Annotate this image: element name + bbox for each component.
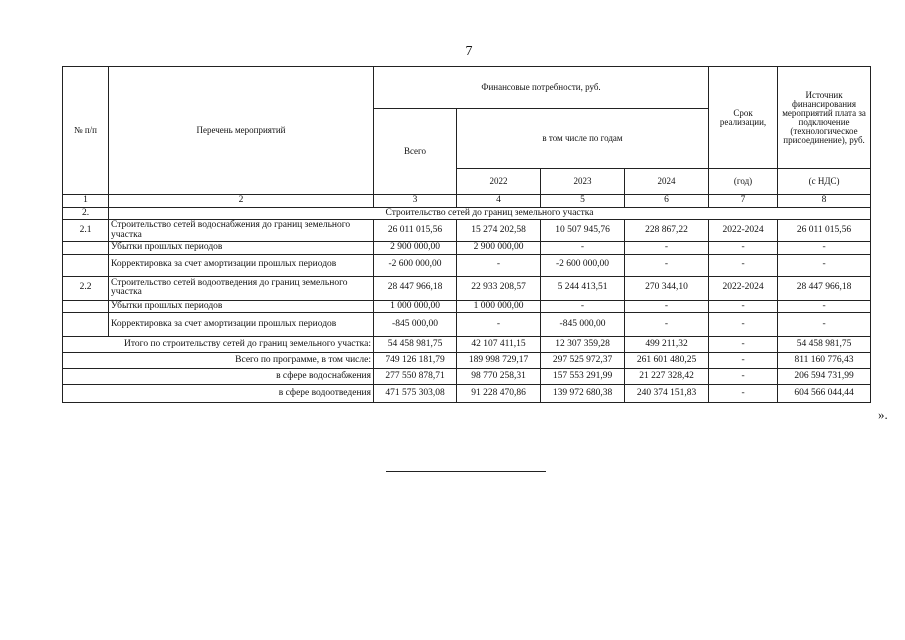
col-number: 2 xyxy=(109,195,374,208)
total-label: в сфере водоснабжения xyxy=(63,369,374,385)
row-period: 2022-2024 xyxy=(709,220,778,242)
row-period: - xyxy=(709,254,778,276)
row-no xyxy=(63,313,109,337)
col-number: 5 xyxy=(541,195,625,208)
header-fin-needs: Финансовые потребности, руб. xyxy=(374,67,709,109)
row-name: Корректировка за счет амортизации прошлых периодов xyxy=(109,313,374,337)
row-2024: - xyxy=(625,254,709,276)
total-source: 604 566 044,44 xyxy=(778,385,871,403)
row-name: Корректировка за счет амортизации прошлых периодов xyxy=(109,254,374,276)
row-source: - xyxy=(778,242,871,255)
row-2023: - xyxy=(541,242,625,255)
row-period: - xyxy=(709,313,778,337)
row-total: -845 000,00 xyxy=(374,313,457,337)
col-number: 6 xyxy=(625,195,709,208)
row-total: 28 447 966,18 xyxy=(374,276,457,300)
row-period: - xyxy=(709,300,778,313)
table-row xyxy=(63,300,871,313)
section-no: 2. xyxy=(63,207,109,220)
row-2022: - xyxy=(457,254,541,276)
row-2024: 270 344,10 xyxy=(625,276,709,300)
table-row xyxy=(63,242,871,255)
page-number: 7 xyxy=(465,44,473,59)
total-total: 277 550 878,71 xyxy=(374,369,457,385)
table-row xyxy=(63,276,871,300)
row-name: Строительство сетей водоотведения до границ земельного участка xyxy=(109,276,374,300)
row-2023: 5 244 413,51 xyxy=(541,276,625,300)
total-total: 749 126 181,79 xyxy=(374,353,457,369)
row-total: 2 900 000,00 xyxy=(374,242,457,255)
table-row xyxy=(63,313,871,337)
row-name: Убытки прошлых периодов xyxy=(109,300,374,313)
header-period-unit: (год) xyxy=(709,169,778,195)
total-label: Всего по программе, в том числе: xyxy=(63,353,374,369)
column-number-row xyxy=(63,195,871,208)
row-name: Убытки прошлых периодов xyxy=(109,242,374,255)
total-row xyxy=(63,385,871,403)
header-list: Перечень мероприятий xyxy=(109,67,374,195)
table-row xyxy=(63,254,871,276)
total-2024: 261 601 480,25 xyxy=(625,353,709,369)
row-source: 26 011 015,56 xyxy=(778,220,871,242)
table-row xyxy=(63,220,871,242)
row-source: - xyxy=(778,254,871,276)
total-2022: 98 770 258,31 xyxy=(457,369,541,385)
row-period: 2022-2024 xyxy=(709,276,778,300)
header-year-2024: 2024 xyxy=(625,169,709,195)
total-total: 54 458 981,75 xyxy=(374,337,457,353)
row-source: 28 447 966,18 xyxy=(778,276,871,300)
section-title: Строительство сетей до границ земельного участка xyxy=(109,207,871,220)
header-source: Источник финансирования мероприятий плата за подключение (технологическое присоединение), руб. xyxy=(778,67,871,169)
row-2024: - xyxy=(625,313,709,337)
total-2024: 240 374 151,83 xyxy=(625,385,709,403)
total-period: - xyxy=(709,369,778,385)
row-2023: 10 507 945,76 xyxy=(541,220,625,242)
row-no xyxy=(63,300,109,313)
total-2022: 189 998 729,17 xyxy=(457,353,541,369)
col-number: 8 xyxy=(778,195,871,208)
row-2022: 2 900 000,00 xyxy=(457,242,541,255)
row-2023: -2 600 000,00 xyxy=(541,254,625,276)
header-year-2023: 2023 xyxy=(541,169,625,195)
col-number: 1 xyxy=(63,195,109,208)
total-source: 54 458 981,75 xyxy=(778,337,871,353)
header-source-unit: (с НДС) xyxy=(778,169,871,195)
row-2024: - xyxy=(625,300,709,313)
total-2023: 157 553 291,99 xyxy=(541,369,625,385)
row-2022: 22 933 208,57 xyxy=(457,276,541,300)
total-period: - xyxy=(709,353,778,369)
total-2022: 42 107 411,15 xyxy=(457,337,541,353)
total-label: Итого по строительству сетей до границ земельного участка: xyxy=(63,337,374,353)
header-period: Срок реализации, xyxy=(709,67,778,169)
row-2023: -845 000,00 xyxy=(541,313,625,337)
total-row xyxy=(63,353,871,369)
header-by-years: в том числе по годам xyxy=(457,109,709,169)
header-row-1 xyxy=(63,67,871,109)
row-total: 1 000 000,00 xyxy=(374,300,457,313)
row-2024: 228 867,22 xyxy=(625,220,709,242)
total-2023: 297 525 972,37 xyxy=(541,353,625,369)
total-total: 471 575 303,08 xyxy=(374,385,457,403)
col-number: 7 xyxy=(709,195,778,208)
financial-needs-table xyxy=(62,66,871,403)
header-total: Всего xyxy=(374,109,457,195)
col-number: 3 xyxy=(374,195,457,208)
total-source: 811 160 776,43 xyxy=(778,353,871,369)
row-no: 2.2 xyxy=(63,276,109,300)
row-2022: 1 000 000,00 xyxy=(457,300,541,313)
total-2024: 499 211,32 xyxy=(625,337,709,353)
header-year-2022: 2022 xyxy=(457,169,541,195)
total-2024: 21 227 328,42 xyxy=(625,369,709,385)
row-no xyxy=(63,242,109,255)
total-2023: 12 307 359,28 xyxy=(541,337,625,353)
row-period: - xyxy=(709,242,778,255)
section-row xyxy=(63,207,871,220)
col-number: 4 xyxy=(457,195,541,208)
total-row xyxy=(63,369,871,385)
row-no: 2.1 xyxy=(63,220,109,242)
footer-separator-line xyxy=(386,471,546,472)
row-2022: 15 274 202,58 xyxy=(457,220,541,242)
total-2023: 139 972 680,38 xyxy=(541,385,625,403)
row-2022: - xyxy=(457,313,541,337)
row-total: -2 600 000,00 xyxy=(374,254,457,276)
row-total: 26 011 015,56 xyxy=(374,220,457,242)
row-2024: - xyxy=(625,242,709,255)
row-name: Строительство сетей водоснабжения до границ земельного участка xyxy=(109,220,374,242)
total-row xyxy=(63,337,871,353)
row-source: - xyxy=(778,300,871,313)
total-period: - xyxy=(709,385,778,403)
total-2022: 91 228 470,86 xyxy=(457,385,541,403)
total-period: - xyxy=(709,337,778,353)
header-no: № п/п xyxy=(63,67,109,195)
row-no xyxy=(63,254,109,276)
closing-quote-mark: ». xyxy=(878,407,888,422)
row-2023: - xyxy=(541,300,625,313)
total-source: 206 594 731,99 xyxy=(778,369,871,385)
total-label: в сфере водоотведения xyxy=(63,385,374,403)
row-source: - xyxy=(778,313,871,337)
